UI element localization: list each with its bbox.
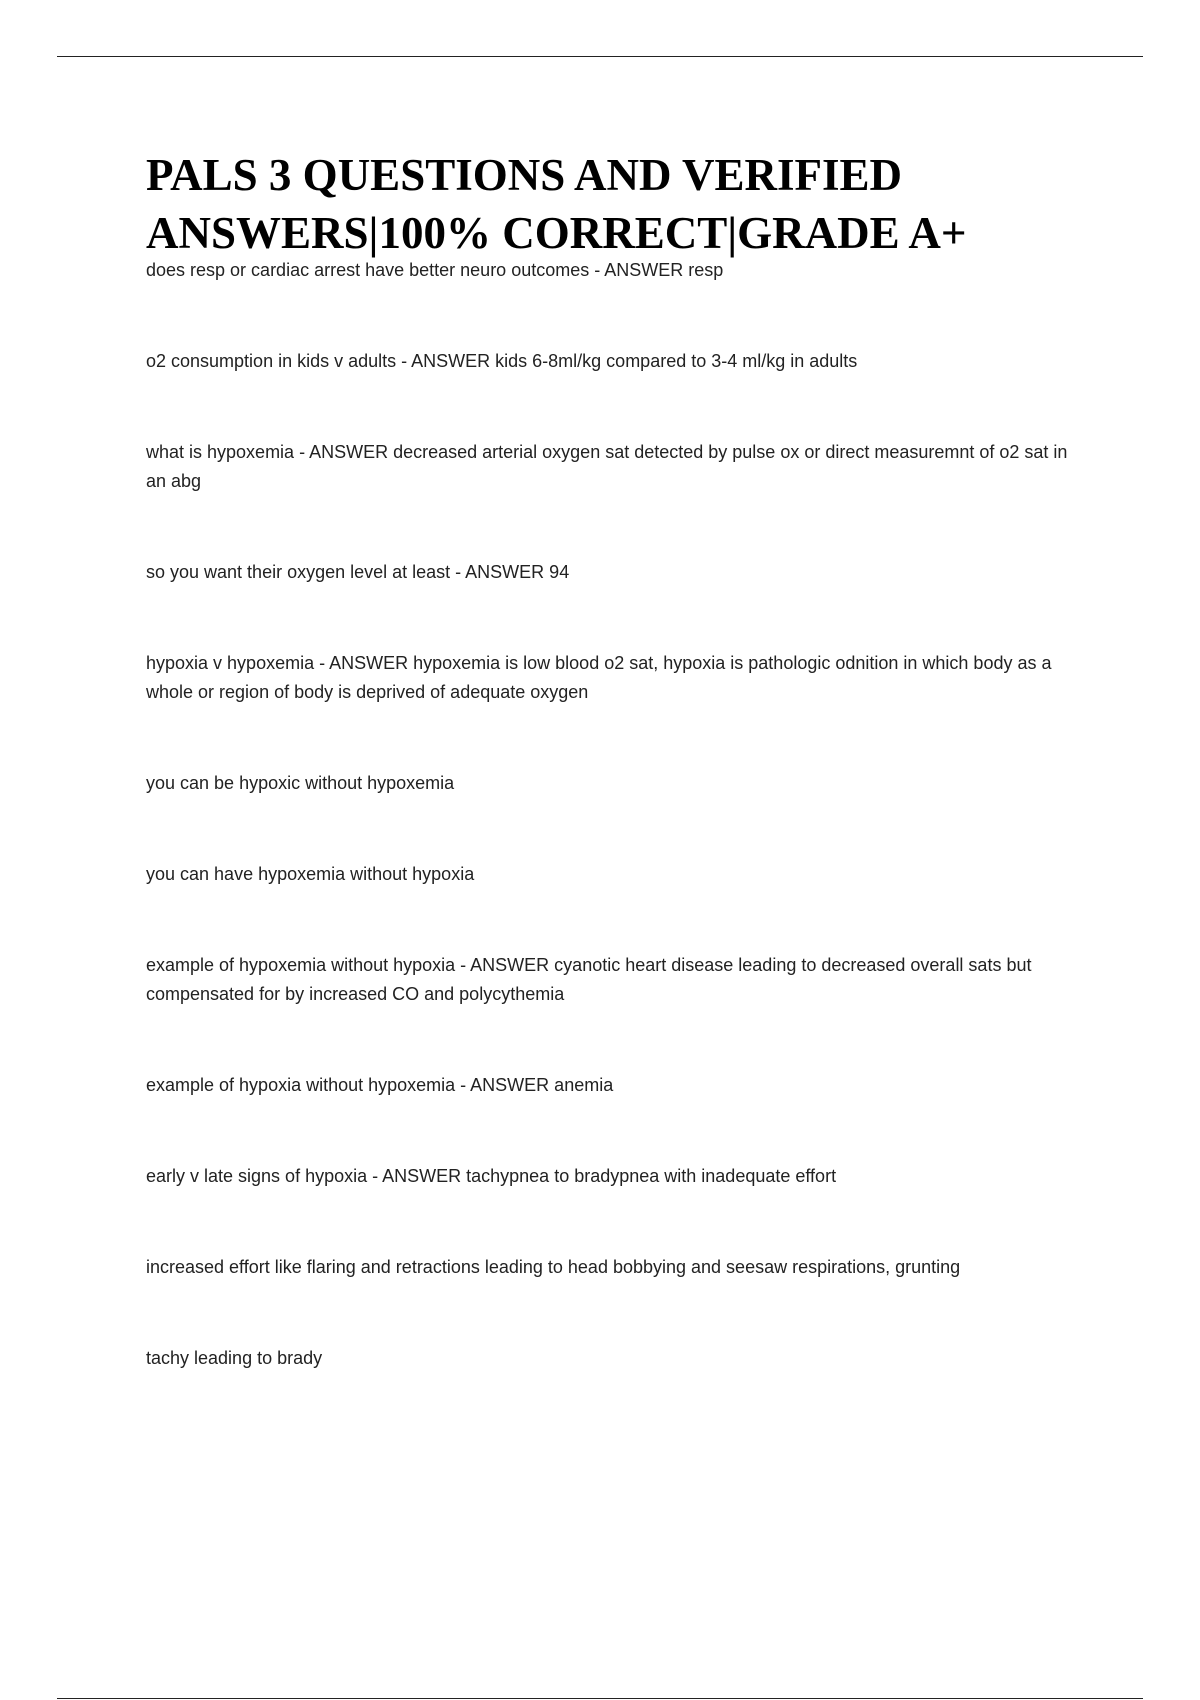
page-title: PALS 3 QUESTIONS AND VERIFIED ANSWERS|100% CORRECT|GRADE A+ — [146, 150, 967, 258]
qa-entry: tachy leading to brady — [146, 1348, 323, 1368]
qa-entry: o2 consumption in kids v adults - ANSWER kids 6-8ml/kg compared to 3-4 ml/kg in adults — [146, 351, 858, 371]
qa-entry: example of hypoxia without hypoxemia - ANSWER anemia — [146, 1075, 614, 1095]
qa-entry: what is hypoxemia - ANSWER decreased arterial oxygen sat detected by pulse ox or direct measuremnt of o2 sat in an abg — [146, 442, 1068, 491]
qa-entry: hypoxia v hypoxemia - ANSWER hypoxemia is low blood o2 sat, hypoxia is pathologic odnition in which body as a whole or region of body is deprived of adequate oxygen — [146, 653, 1052, 702]
qa-list — [146, 256, 1076, 1373]
qa-entry: so you want their oxygen level at least - ANSWER 94 — [146, 562, 570, 582]
qa-entry: you can be hypoxic without hypoxemia — [146, 773, 455, 793]
qa-entry: you can have hypoxemia without hypoxia — [146, 864, 475, 884]
top-divider — [57, 56, 1143, 57]
qa-entry: does resp or cardiac arrest have better neuro outcomes - ANSWER resp — [146, 260, 724, 280]
qa-entry: early v late signs of hypoxia - ANSWER tachypnea to bradypnea with inadequate effort — [146, 1166, 837, 1186]
bottom-divider — [57, 1698, 1143, 1699]
qa-entry: increased effort like flaring and retractions leading to head bobbying and seesaw respirations, grunting — [146, 1257, 961, 1277]
qa-entry: example of hypoxemia without hypoxia - ANSWER cyanotic heart disease leading to decreased overall sats but compensated for by increased CO and polycythemia — [146, 955, 1032, 1004]
